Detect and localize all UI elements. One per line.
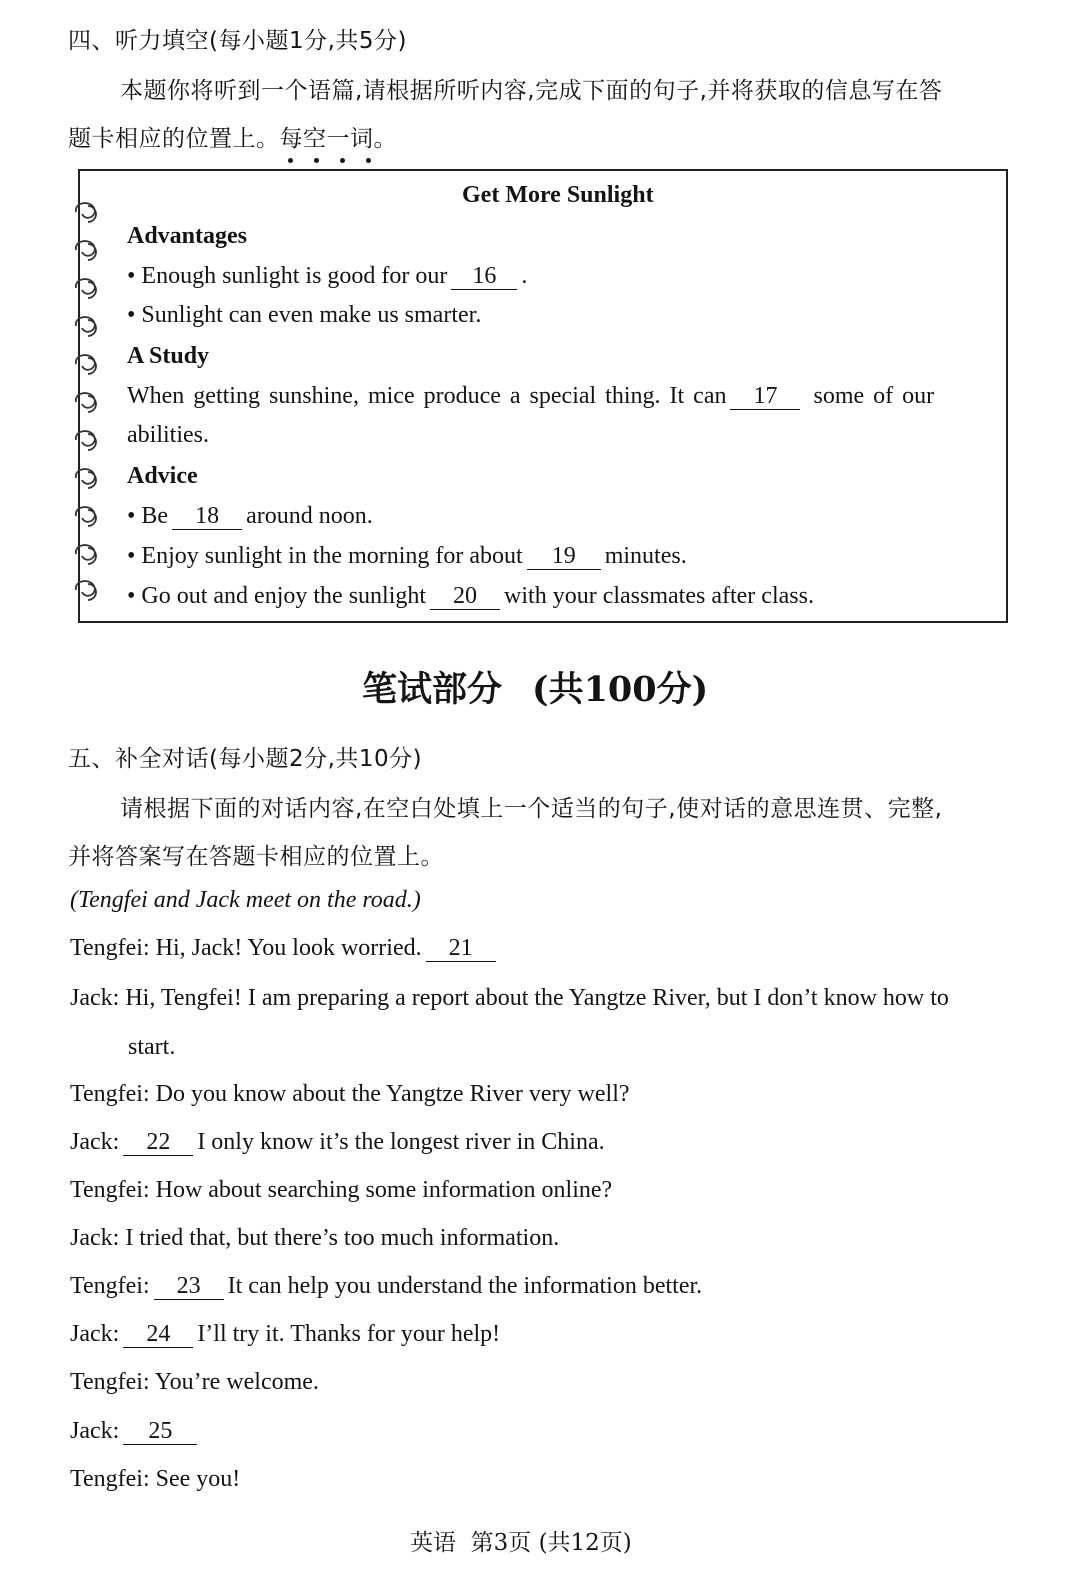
study-line-1: When getting sunshine, mice produce a special thing. It can 17 some of our bbox=[127, 383, 935, 409]
dialogue-line-1: Tengfei: Hi, Jack! You look worried. 21 bbox=[70, 935, 500, 962]
section5-instruction-line1: 请根据下面的对话内容,在空白处填上一个适当的句子,使对话的意思连贯、完整, bbox=[120, 796, 943, 822]
answer-blank-18[interactable]: 18 bbox=[172, 504, 242, 530]
answer-blank-19[interactable]: 19 bbox=[527, 544, 601, 570]
binder-ring-icon bbox=[72, 198, 106, 226]
answer-blank-21[interactable]: 21 bbox=[426, 936, 496, 962]
dialogue-line-2-continued: start. bbox=[128, 1034, 176, 1060]
answer-blank-23[interactable]: 23 bbox=[154, 1274, 224, 1300]
binder-ring-icon bbox=[72, 236, 106, 264]
dialogue-line-4: Jack: 22 I only know it’s the longest river in China. bbox=[70, 1129, 605, 1155]
dialogue-line-10: Jack: 25 bbox=[70, 1418, 201, 1445]
study-heading: A Study bbox=[127, 343, 210, 369]
binder-ring-icon bbox=[72, 388, 106, 416]
binder-ring-icon bbox=[72, 350, 106, 378]
advice-heading: Advice bbox=[127, 463, 198, 489]
advantage-line-2: • Sunlight can even make us smarter. bbox=[127, 302, 482, 328]
advantages-heading: Advantages bbox=[127, 223, 248, 249]
answer-blank-22[interactable]: 22 bbox=[123, 1130, 193, 1156]
advice-line-1: • Be 18 around noon. bbox=[127, 503, 373, 529]
emphasis-each-blank-one-word: 每空一词 bbox=[280, 126, 374, 152]
study-line-2: abilities. bbox=[127, 422, 209, 448]
dialogue-line-2: Jack: Hi, Tengfei! I am preparing a report about the Yangtze River, but I don’t know how to bbox=[70, 985, 949, 1011]
advice-line-2: • Enjoy sunlight in the morning for about 19 minutes. bbox=[127, 543, 687, 569]
section4-heading: 四、听力填空(每小题1分,共5分) bbox=[68, 28, 408, 54]
answer-blank-16[interactable]: 16 bbox=[451, 264, 517, 290]
dialogue-line-5: Tengfei: How about searching some information online? bbox=[70, 1177, 613, 1203]
answer-blank-25[interactable]: 25 bbox=[123, 1419, 197, 1445]
dialogue-line-6: Jack: I tried that, but there’s too much information. bbox=[70, 1225, 560, 1251]
box-title: Get More Sunlight bbox=[462, 182, 654, 208]
dialogue-line-3: Tengfei: Do you know about the Yangtze River very well? bbox=[70, 1081, 630, 1107]
binder-ring-icon bbox=[72, 464, 106, 492]
binder-ring-icon bbox=[72, 576, 106, 604]
dialogue-line-9: Tengfei: You’re welcome. bbox=[70, 1369, 319, 1395]
binder-ring-icon bbox=[72, 540, 106, 568]
instruction-text: 题卡相应的位置上。 bbox=[68, 126, 280, 152]
binder-ring-icon bbox=[72, 502, 106, 530]
binder-ring-icon bbox=[72, 426, 106, 454]
dialogue-scene: (Tengfei and Jack meet on the road.) bbox=[70, 887, 421, 913]
binder-ring-icon bbox=[72, 274, 106, 302]
section4-instruction-line1: 本题你将听到一个语篇,请根据所听内容,完成下面的句子,并将获取的信息写在答 bbox=[120, 78, 943, 104]
section4-instruction-line2: 题卡相应的位置上。每空一词 。 bbox=[68, 120, 397, 153]
answer-blank-24[interactable]: 24 bbox=[123, 1322, 193, 1348]
dialogue-line-11: Tengfei: See you! bbox=[70, 1466, 241, 1492]
advice-line-3: • Go out and enjoy the sunlight 20 with your classmates after class. bbox=[127, 583, 814, 609]
written-part-score: (共100分) bbox=[532, 669, 709, 710]
answer-blank-17[interactable]: 17 bbox=[730, 384, 800, 410]
dialogue-line-7: Tengfei: 23 It can help you understand the information better. bbox=[70, 1273, 703, 1299]
section5-instruction-line2: 并将答案写在答题卡相应的位置上。 bbox=[68, 844, 444, 870]
written-part-title: 笔试部分 (共100分) bbox=[362, 669, 709, 710]
advantage-line-1: • Enough sunlight is good for our 16 . bbox=[127, 263, 528, 289]
section5-heading: 五、补全对话(每小题2分,共10分) bbox=[68, 746, 423, 772]
binder-ring-icon bbox=[72, 312, 106, 340]
dialogue-line-8: Jack: 24 I’ll try it. Thanks for your help! bbox=[70, 1321, 501, 1347]
page-footer: 英语 第3页 (共12页) bbox=[410, 1530, 632, 1556]
answer-blank-20[interactable]: 20 bbox=[430, 584, 500, 610]
